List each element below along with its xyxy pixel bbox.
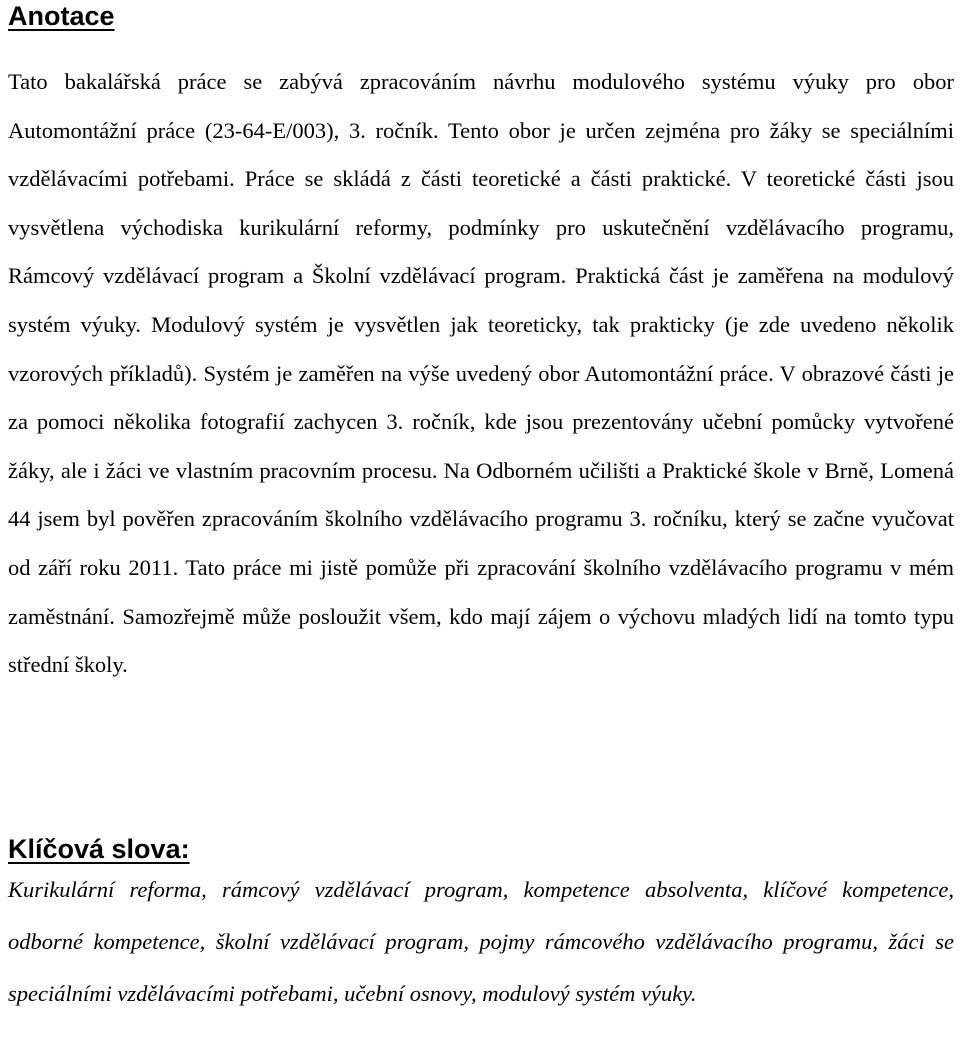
annotation-paragraph: Tato bakalářská práce se zabývá zpracováním návrhu modulového systému výuky pro obor Automontážní práce (23-64-E/003), 3. ročník. Tento obor je určen zejména pro žáky se speciálními vzdělávacími potřebami. Práce se skládá z části teoretické a části praktické. V teoretické části jsou vysvětlena východiska kurikulární reformy, podmínky pro uskutečnění vzdělávacího programu, Rámcový vzdělávací program a Školní vzdělávací program. Praktická část je zaměřena na modulový systém výuky. Modulový systém je vysvětlen jak teoreticky, tak prakticky (je zde uvedeno několik vzorových příkladů). Systém je zaměřen na výše uvedený obor Automontážní práce. V obrazové části je za pomoci několika fotografií zachycen 3. ročník, kde jsou prezentovány učební pomůcky vytvořené žáky, ale i žáci ve vlastním pracovním procesu. Na Odborném učilišti a Praktické škole v Brně, Lomená 44 jsem byl pověřen zpracováním školního vzdělávacího programu 3. ročníku, který se začne vyučovat od září roku 2011. Tato práce mi jistě pomůže při zpracování školního vzdělávacího programu v mém zaměstnání. Samozřejmě může posloužit všem, kdo mají zájem o výchovu mladých lidí na tomto typu střední školy. bbox=[8, 69, 954, 678]
keywords-heading: Klíčová slova: bbox=[8, 834, 190, 864]
annotation-heading: Anotace bbox=[8, 1, 115, 31]
keywords-paragraph: Kurikulární reforma, rámcový vzdělávací program, kompetence absolventa, klíčové kompetence, odborné kompetence, školní vzdělávací program, pojmy rámcového vzdělávacího programu, žáci se speciálními vzdělávacími potřebami, učební osnovy, modulový systém výuky. bbox=[8, 877, 954, 1006]
